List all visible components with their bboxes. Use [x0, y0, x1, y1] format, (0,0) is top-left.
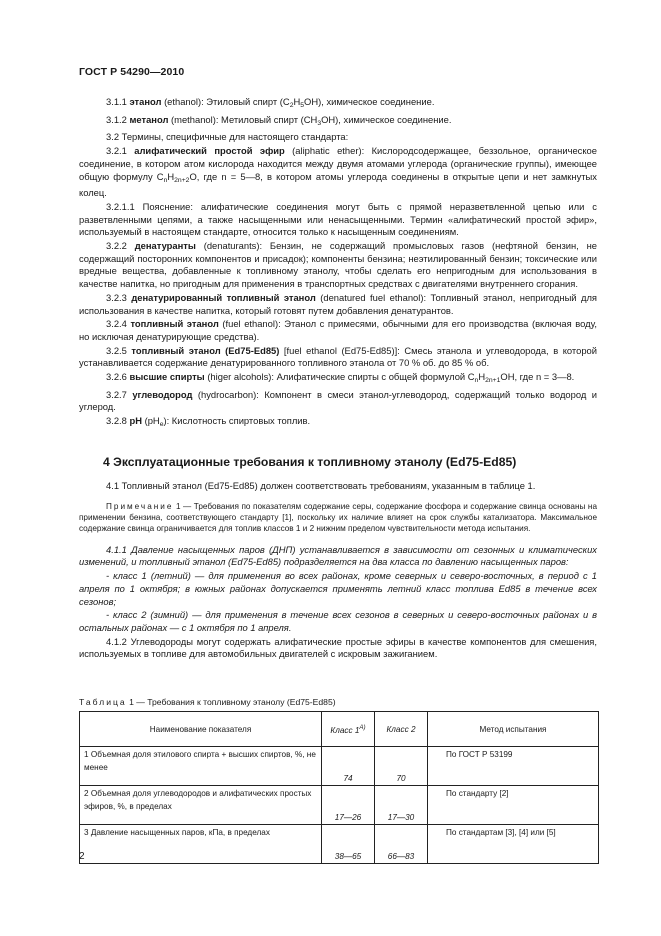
term-number: 3.1.2	[106, 113, 127, 125]
note-label: Примечание	[106, 501, 174, 511]
term-number: 3.2.7	[106, 388, 127, 400]
term-title: pH	[129, 415, 142, 427]
term-definition: [fuel ethanol (Ed75-Ed85)]: Смесь этанола и углеводорода, в которой устанавливается содержание денатурированного топливного этанола от 70 % об. до 85 % об.	[79, 344, 597, 369]
term-definition: (higer alcohols): Алифатические спирты с общей формулой C	[207, 371, 475, 383]
section-4-body	[79, 480, 597, 662]
term-definition: O, где n = 5—8, в котором атомы углерода соединены в открытые цепи и нет замкнутых колец.	[79, 170, 597, 199]
term-title: высшие спирты	[129, 371, 205, 383]
term-number: 3.2.3	[106, 291, 127, 303]
term-3-2-7	[79, 389, 597, 414]
row-name: 2 Объемная доля углеводородов и алифатических простых эфиров, %, в пределах	[80, 786, 322, 825]
table-1	[79, 711, 599, 864]
term-title: денатуранты	[134, 240, 196, 252]
row-method: По ГОСТ Р 53199	[428, 747, 599, 786]
caption-label: Таблица	[79, 697, 127, 707]
clause-3-2: 3.2 Термины, специфичные для настоящего стандарта:	[106, 131, 349, 143]
subscript: 2n+1	[485, 377, 501, 385]
subscript: e	[159, 421, 164, 429]
term-number: 3.2.4	[106, 318, 127, 330]
table-1-caption	[79, 697, 336, 707]
row-class2-value: 17—30	[375, 786, 428, 825]
section-4-title: 4 Эксплуатационные требования к топливному этанолу (Ed75-Ed85)	[103, 455, 517, 469]
caption-text: 1 — Требования к топливному этанолу (Ed75-Ed85)	[129, 697, 336, 707]
term-title: метанол	[129, 113, 169, 125]
term-3-2-1-1: 3.2.1.1 Пояснение: алифатические соединения могут быть с прямой неразветвленной цепью или с разветвленными цепями, а также насыщенными или ненасыщенными. Термин «алифатический простой эфир», используемый в настоящем стандарте, относится только к насыщенным соединениям.	[79, 200, 597, 238]
row-class1-value: 38—65	[322, 825, 375, 864]
term-definition: (fuel ethanol): Этанол с примесями, обычными для его производства (включая воду, но исключая денатурирующие средства).	[79, 318, 598, 342]
header-class1-label: Класс 1	[330, 725, 360, 735]
row-class2-value: 70	[375, 747, 428, 786]
term-number: 3.2.8	[106, 415, 127, 427]
term-title: углеводород	[132, 388, 193, 400]
term-title: топливный этанол	[130, 318, 219, 330]
term-definition: OH, где n = 3—8.	[500, 371, 575, 383]
term-3-2-6	[79, 371, 597, 388]
table-row	[80, 747, 599, 786]
class-1-description: - класс 1 (летний) — для применения во всех районах, кроме северных и северо-восточных, в период с 1 апреля по 1 октября; в южных районах допускается применять летний класс топлива Ed85 в течение всех сезонов;	[79, 570, 597, 607]
term-3-2-4	[79, 318, 597, 343]
term-3-2-5	[79, 345, 597, 370]
clause-4-1-1: 4.1.1 Давление насыщенных паров (ДНП) устанавливается в зависимости от сезонных и климатических изменений, и топливный этанол (Ed75-Ed85) подразделяется на два класса по давлению насыщенных паров:	[79, 543, 597, 568]
table-row	[80, 786, 599, 825]
subscript: n	[474, 377, 479, 385]
clause-4-1-2: 4.1.2 Углеводороды могут содержать алифатические простые эфиры в качестве компонентов для смешения, используемых в топливе для автомобильных двигателей с искровым зажиганием.	[79, 635, 597, 660]
table-header-row	[80, 712, 599, 747]
term-3-2-8	[79, 415, 597, 432]
subscript: 3	[317, 119, 322, 127]
document-header: ГОСТ Р 54290—2010	[79, 66, 185, 78]
term-title: этанол	[129, 96, 162, 107]
term-3-2-1	[79, 145, 597, 200]
terms-definitions	[79, 96, 597, 433]
term-definition: ): Кислотность спиртовых топлив.	[163, 415, 311, 427]
footnote-marker: А)	[359, 723, 366, 731]
row-class1-value: 74	[322, 747, 375, 786]
term-definition: (ethanol): Этиловый спирт (C	[164, 96, 290, 107]
term-definition: H	[478, 371, 486, 383]
term-title: денатурированный топливный этанол	[131, 291, 316, 303]
term-3-1-2	[79, 114, 597, 131]
term-definition: (aliphatic ether): Кислородсодержащее, беззольное, органическое соединение, в котором атом кислорода находится между двумя атомами углерода (органические группы), имеющее общую формулу C	[79, 145, 597, 182]
term-definition: OH), химическое соединение.	[321, 113, 452, 125]
row-method: По стандартам [3], [4] или [5]	[428, 825, 599, 864]
table-row	[80, 825, 599, 864]
subscript: 2n+2	[174, 176, 190, 184]
term-number: 3.2.1	[106, 145, 127, 157]
term-definition: (hydrocarbon): Компонент в смеси этанол-углеводород, содержащий только водород и углерод.	[79, 388, 598, 413]
term-3-1-1	[79, 96, 597, 113]
term-definition: (denaturants): Бензин, не содержащий промысловых газов (нефтяной бензин, не содержащий посторонних компонентов и присадок); компоненты бензина; неэтилированный бензин; токсические или вредные вещества, добавленные к топливному этанолу, чтобы сделать его непригодным для использования в качестве напитка, но пригодным для применения в транспортных средствах с двигателями внутреннего сгорания.	[79, 240, 598, 290]
header-class2: Класс 2	[375, 712, 428, 747]
term-number: 3.2.6	[106, 371, 127, 383]
term-number: 3.2.5	[106, 344, 127, 356]
term-definition: (pH	[144, 415, 160, 427]
term-number: 3.2.2	[106, 240, 127, 252]
subscript: n	[163, 176, 168, 184]
term-definition: (denatured fuel ethanol): Топливный этанол, непригодный для использования в качестве напитка, который готовят путем добавления денатурантов.	[79, 291, 597, 316]
row-class1-value: 17—26	[322, 786, 375, 825]
clause-4-1: 4.1 Топливный этанол (Ed75-Ed85) должен соответствовать требованиям, указанным в таблице 1.	[106, 480, 536, 491]
term-definition: H	[167, 170, 175, 182]
subscript: 2	[289, 102, 294, 109]
row-class2-value: 66—83	[375, 825, 428, 864]
term-title: топливный этанол (Ed75-Ed85)	[131, 344, 280, 356]
term-definition: OH), химическое соединение.	[304, 96, 435, 107]
row-name: 1 Объемная доля этилового спирта + высших спиртов, %, не менее	[80, 747, 322, 786]
term-3-2-2	[79, 240, 597, 291]
row-name: 3 Давление насыщенных паров, кПа, в пределах	[80, 825, 322, 864]
term-definition: (methanol): Метиловый спирт (CH	[171, 113, 318, 125]
page-number: 2	[79, 851, 85, 862]
note-text: 1 — Требования по показателям содержание серы, содержание фосфора и содержание свинца основаны на применении бензина, соответствующего стандарту [1], поскольку их наличие влияет на срок службы катализатора. Максимальное содержание свинца ограничивается для топлив классов 1 и 2 нижним пределом чувствительности метода испытания.	[79, 501, 597, 533]
term-3-2-3	[79, 292, 597, 317]
term-number: 3.1.1	[106, 96, 127, 107]
header-method: Метод испытания	[428, 712, 599, 747]
row-method: По стандарту [2]	[428, 786, 599, 825]
note-1	[79, 501, 597, 534]
subscript: 5	[300, 102, 305, 109]
header-name: Наименование показателя	[80, 712, 322, 747]
term-title: алифатический простой эфир	[134, 145, 285, 157]
class-2-description: - класс 2 (зимний) — для применения в течение всех сезонов в северных и северо-восточных районах и в остальных районах — с 1 октября по 1 апреля.	[79, 609, 597, 633]
term-definition: H	[293, 96, 301, 107]
header-class1	[322, 712, 375, 747]
